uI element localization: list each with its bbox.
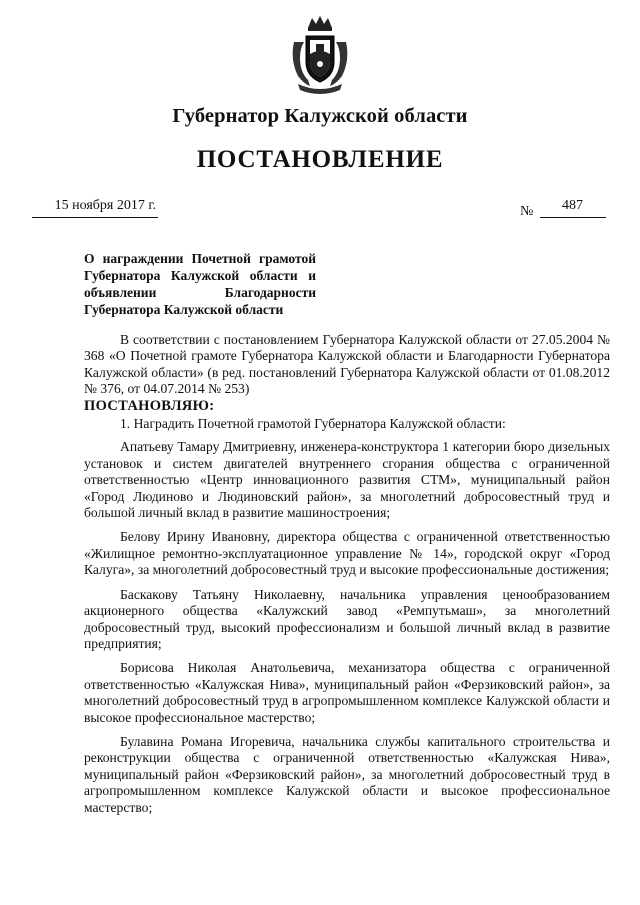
- number-sign: №: [520, 204, 534, 219]
- document-date: 15 ноября 2017 г.: [54, 198, 156, 213]
- coat-of-arms-icon: [288, 14, 352, 94]
- preamble-paragraph: В соответствии с постановлением Губернатора Калужской области от 27.05.2004 № 368 «О Почетной грамоте Губернатора Калужской области и Благодарности Губернатора Калужской области» (в ред. постановлений Губернатора Калужской области от 01.08.2012 № 376, от 04.07.2014 № 253): [84, 332, 610, 397]
- document-body: [84, 332, 610, 824]
- decree-word: ПОСТАНОВЛЯЮ:: [84, 397, 215, 414]
- document-type-title: ПОСТАНОВЛЕНИЕ: [196, 146, 444, 173]
- item-heading: 1. Наградить Почетной грамотой Губернатора Калужской области:: [120, 416, 506, 432]
- number-underline: [540, 217, 606, 218]
- date-underline: [32, 217, 158, 218]
- awardee-paragraph: Апатьеву Тамару Дмитриевну, инженера-конструктора 1 категории бюро дизельных установок и систем двигателей внутреннего сгорания общества с ограниченной ответственностью «Центр инновационного развития СТМ», муниципальный район «Город Людиново и Людиновский район», за многолетний добросовестный труд и большой личный вклад в развитие машиностроения;: [84, 439, 610, 521]
- decree-line: [84, 398, 610, 414]
- document-subject: О награждении Почетной грамотой Губернатора Калужской области и объявлении Благодарности Губернатора Калужской области: [84, 251, 316, 317]
- awardee-paragraph: Белову Ирину Ивановну, директора общества с ограниченной ответственностью «Жилищное ремонтно-эксплуатационное управление № 14», городской округ «Город Калуга», за многолетний добросовестный труд и высокие профессиональные достижения;: [84, 529, 610, 578]
- awardee-paragraph: Баскакову Татьяну Николаевну, начальника управления ценообразованием акционерного общества «Калужский завод «Ремпутьмаш», за многолетний добросовестный труд, высокий профессионализм и большой личный вклад в развитие предприятия;: [84, 586, 610, 651]
- document-number: 487: [562, 198, 583, 213]
- awardee-paragraph: Булавина Романа Игоревича, начальника службы капитального строительства и реконструкции общества с ограниченной ответственностью «Калужская Нива», муниципальный район «Ферзиковский район», за многолетний добросовестный труд в агропромышленном комплексе Калужской области и высокое профессиональное мастерство;: [84, 733, 610, 815]
- awardee-paragraph: Борисова Николая Анатольевича, механизатора общества с ограниченной ответственностью «Калужская Нива», муниципальный район «Ферзиковский район», за многолетний добросовестный труд в агропромышленном комплексе Калужской области и высокое профессиональное мастерство;: [84, 660, 610, 725]
- issuing-authority: Губернатор Калужской области: [172, 105, 468, 127]
